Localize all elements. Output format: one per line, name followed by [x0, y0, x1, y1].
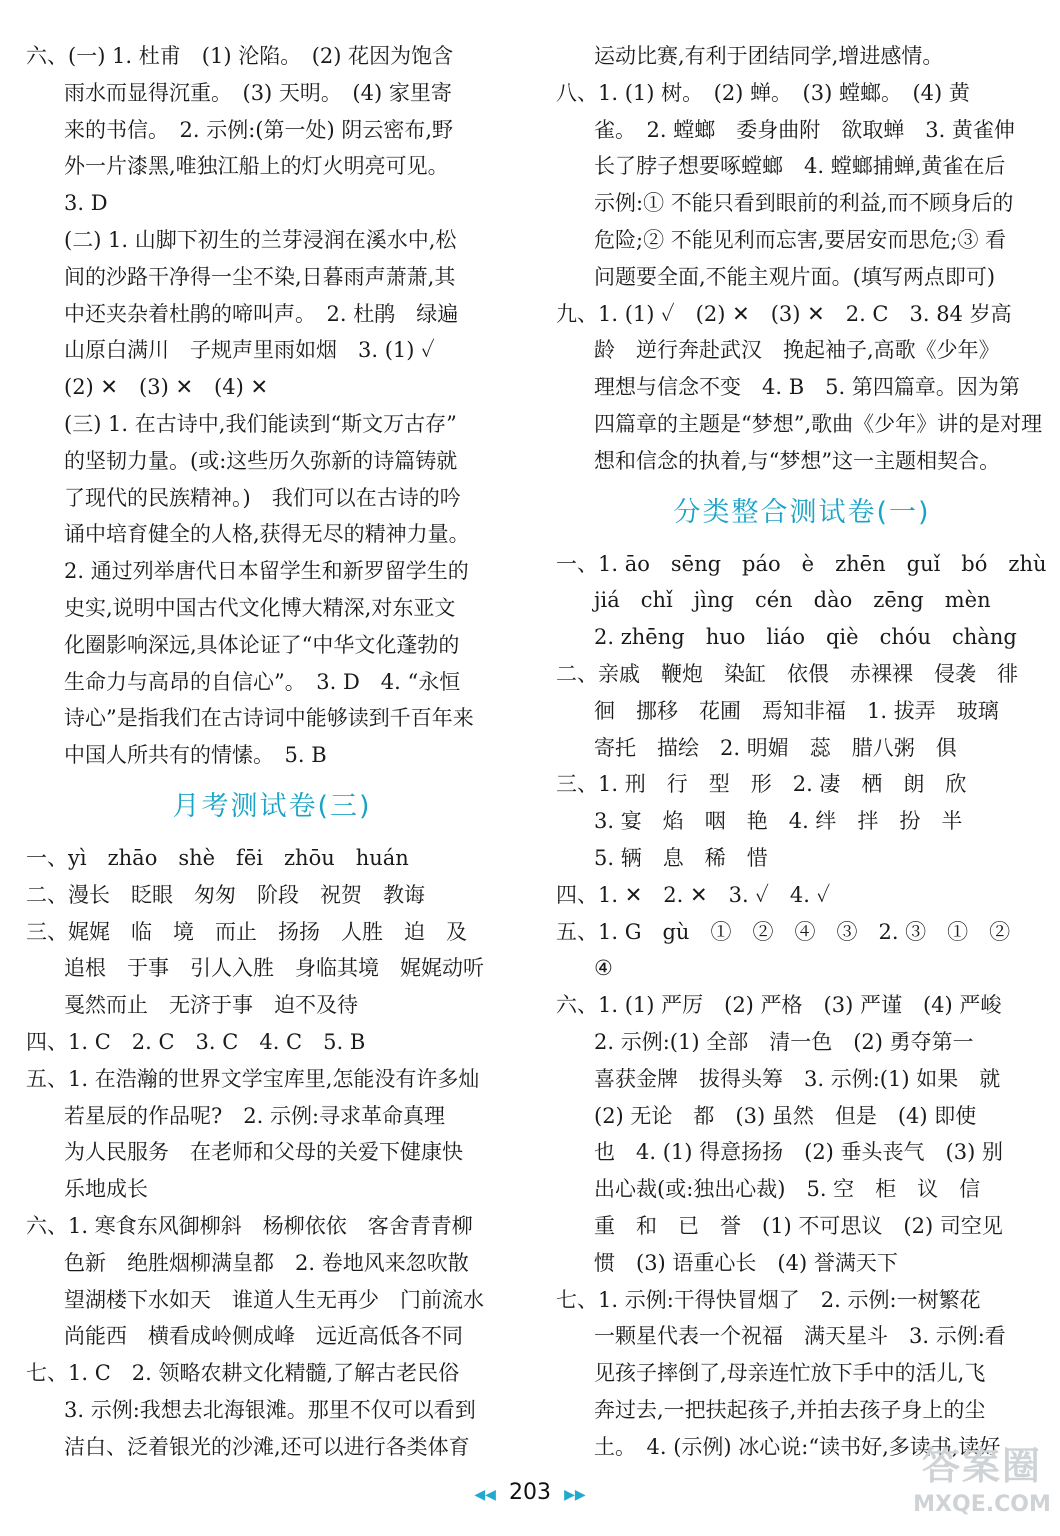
answer-line: 化圈影响深远,具体论证了“中华文化蓬勃的 — [64, 632, 460, 657]
answer-line: 惯 (3) 语重心长 (4) 誉满天下 — [594, 1250, 898, 1275]
answer-line: 一颗星代表一个祝福 满天星斗 3. 示例:看 — [594, 1324, 1006, 1349]
page-footer — [0, 1480, 1060, 1505]
answer-line: 五、1. 在浩瀚的世界文学宝库里,怎能没有许多灿 — [26, 1066, 480, 1091]
answer-line: 见孩子摔倒了,母亲连忙放下手中的活儿,飞 — [594, 1361, 986, 1386]
answer-line: 3. 示例:我想去北海银滩。那里不仅可以看到 — [64, 1397, 476, 1422]
answer-line: 奔过去,一把扶起孩子,并拍去孩子身上的尘 — [594, 1397, 986, 1422]
answer-line: 六、1. (1) 严厉 (2) 严格 (3) 严谨 (4) 严峻 — [556, 993, 1002, 1018]
answer-line: ④ — [594, 956, 613, 981]
answer-line: 理想与信念不变 4. B 5. 第四篇章。因为第 — [594, 375, 1020, 400]
answer-line: 出心裁(或:独出心裁) 5. 空 柜 议 信 — [594, 1177, 981, 1202]
watermark-bottom-text: MXQE.COM — [913, 1492, 1051, 1517]
answer-line: 生命力与高昂的自信心”。 3. D 4. “永恒 — [64, 669, 461, 694]
answer-line: 5. 辆 息 稀 惜 — [594, 845, 768, 870]
answer-line: 运动比赛,有利于团结同学,增进感情。 — [594, 44, 944, 68]
answer-line: 3. 宴 焰 咽 艳 4. 绊 拌 扮 半 — [594, 809, 963, 834]
answer-line: 色新 绝胜烟柳满皇都 2. 卷地风来忽吹散 — [64, 1250, 469, 1275]
answer-line: 四、1. ✕ 2. ✕ 3. ✓ 4. ✓ — [556, 882, 831, 907]
answer-line: 二、漫长 眨眼 匆匆 阶段 祝贺 教诲 — [26, 882, 425, 907]
answer-line: 的坚韧力量。(或:这些历久弥新的诗篇铸就 — [64, 448, 458, 473]
next-arrows-icon: ▶▶ — [564, 1487, 586, 1503]
answer-line: 诗心”是指我们在古诗词中能够读到千百年来 — [64, 706, 474, 731]
answer-line: 洁白、泛着银光的沙滩,还可以进行各类体育 — [64, 1434, 470, 1459]
answer-line: 中国人所共有的情愫。 5. B — [64, 743, 327, 768]
answer-line: 龄 逆行奔赴武汉 挽起袖子,高歌《少年》 — [594, 338, 1000, 363]
answer-line: 长了脖子想要啄螳螂 4. 螳螂捕蝉,黄雀在后 — [594, 154, 1006, 179]
answer-line: 七、1. 示例:干得快冒烟了 2. 示例:一树繁花 — [556, 1287, 981, 1312]
answer-line: 四篇章的主题是“梦想”,歌曲《少年》讲的是对理 — [594, 411, 1043, 436]
answer-line: 示例:① 不能只看到眼前的利益,而不顾身后的 — [594, 191, 1014, 216]
answer-line: 土。 4. (示例) 冰心说:“读书好,多读书,读好 — [594, 1434, 1001, 1459]
answer-line: 三、1. 刑 行 型 形 2. 凄 栖 朗 欣 — [556, 772, 967, 797]
answer-line: 诵中培育健全的人格,获得无尽的精神力量。 — [64, 522, 470, 547]
left-column — [26, 38, 518, 1465]
answer-line: 六、1. 寒食东风御柳斜 杨柳依依 客舍青青柳 — [26, 1213, 473, 1238]
answer-line: 问题要全面,不能主观片面。(填写两点即可) — [594, 264, 996, 289]
answer-line: 2. 示例:(1) 全部 清一色 (2) 勇夺第一 — [594, 1029, 974, 1054]
watermark-top-text: 答案圈 — [921, 1444, 1042, 1488]
answer-line: 重 和 已 誉 (1) 不可思议 (2) 司空见 — [594, 1213, 1003, 1238]
answer-line: 也 4. (1) 得意扬扬 (2) 垂头丧气 (3) 别 — [594, 1140, 1003, 1165]
answer-line: 山原白满川 子规声里雨如烟 3. (1) ✓ — [64, 338, 435, 363]
answer-line: 外一片漆黑,唯独江船上的灯火明亮可见。 — [64, 154, 449, 179]
answer-line: 追根 于事 引人入胜 身临其境 娓娓动听 — [64, 956, 484, 981]
answer-line: 戛然而止 无济于事 迫不及待 — [64, 993, 358, 1018]
watermark-logo — [912, 1442, 1052, 1530]
page-number: 203 — [509, 1480, 551, 1505]
section-heading: 分类整合测试卷(一) — [673, 496, 931, 528]
answer-line: 五、1. G gù ① ② ④ ③ 2. ③ ① ② — [556, 919, 1011, 944]
answer-line: 徊 挪移 花圃 焉知非福 1. 拔弄 玻璃 — [594, 698, 999, 723]
answer-line: 中还夹杂着杜鹃的啼叫声。 2. 杜鹃 绿遍 — [64, 301, 459, 326]
answer-line: 3. D — [64, 191, 108, 216]
section-heading: 月考测试卷(三) — [172, 790, 372, 822]
answer-line: 寄托 描绘 2. 明媚 蕊 腊八粥 俱 — [594, 735, 957, 760]
answer-line: 一、yì zhāo shè fēi zhōu huán — [26, 845, 409, 870]
answer-line: (2) 无论 都 (3) 虽然 但是 (4) 即使 — [594, 1103, 977, 1128]
answer-line: 雀。 2. 螳螂 委身曲附 欲取蝉 3. 黄雀伸 — [594, 117, 1015, 142]
answer-line: 来的书信。 2. 示例:(第一处) 阴云密布,野 — [64, 117, 454, 142]
answer-line: 乐地成长 — [64, 1177, 148, 1202]
right-column — [556, 38, 1048, 1465]
answer-line: 2. 通过列举唐代日本留学生和新罗留学生的 — [64, 559, 469, 584]
answer-line: 间的沙路干净得一尘不染,日暮雨声萧萧,其 — [64, 264, 456, 289]
prev-arrows-icon: ◀◀ — [474, 1487, 496, 1503]
answer-line: 若星辰的作品呢? 2. 示例:寻求革命真理 — [64, 1103, 446, 1128]
answer-line: 喜获金牌 拔得头筹 3. 示例:(1) 如果 就 — [594, 1066, 1001, 1091]
answer-line: jiá chǐ jìng cén dào zēng mèn — [594, 588, 991, 613]
answer-line: 二、亲戚 鞭炮 染缸 依偎 赤裸裸 侵袭 徘 — [556, 661, 1018, 686]
answer-line: 危险;② 不能见利而忘害,要居安而思危;③ 看 — [594, 227, 1007, 252]
answer-line: 九、1. (1) ✓ (2) ✕ (3) ✕ 2. C 3. 84 岁高 — [556, 301, 1012, 326]
answer-line: 八、1. (1) 树。 (2) 蝉。 (3) 螳螂。 (4) 黄 — [556, 80, 970, 105]
answer-line: 史实,说明中国古代文化博大精深,对东亚文 — [64, 595, 456, 620]
answer-line: 了现代的民族精神。) 我们可以在古诗的吟 — [64, 485, 461, 510]
answer-line: (2) ✕ (3) ✕ (4) ✕ — [64, 375, 269, 400]
answer-line: 望湖楼下水如天 谁道人生无再少 门前流水 — [64, 1287, 484, 1312]
answer-line: 想和信念的执着,与“梦想”这一主题相契合。 — [594, 448, 1001, 473]
answer-line: 为人民服务 在老师和父母的关爱下健康快 — [64, 1140, 463, 1165]
answer-line: 七、1. C 2. 领略农耕文化精髓,了解古老民俗 — [26, 1361, 460, 1386]
answer-line: 2. zhēng huo liáo qiè chóu chàng — [594, 625, 1017, 650]
answer-line: (二) 1. 山脚下初生的兰芽浸润在溪水中,松 — [64, 227, 457, 252]
answer-line: 六、(一) 1. 杜甫 (1) 沦陷。 (2) 花因为饱含 — [26, 44, 454, 68]
answer-line: 尚能西 横看成岭侧成峰 远近高低各不同 — [64, 1324, 463, 1349]
answer-line: 一、1. āo sēng páo è zhēn guǐ bó zhù — [556, 551, 1047, 576]
answer-line: (三) 1. 在古诗中,我们能读到“斯文万古存” — [64, 411, 457, 436]
answer-line: 雨水而显得沉重。 (3) 天明。 (4) 家里寄 — [64, 80, 452, 105]
answer-line: 三、娓娓 临 境 而止 扬扬 人胜 迫 及 — [26, 919, 467, 944]
answer-line: 四、1. C 2. C 3. C 4. C 5. B — [26, 1029, 366, 1054]
